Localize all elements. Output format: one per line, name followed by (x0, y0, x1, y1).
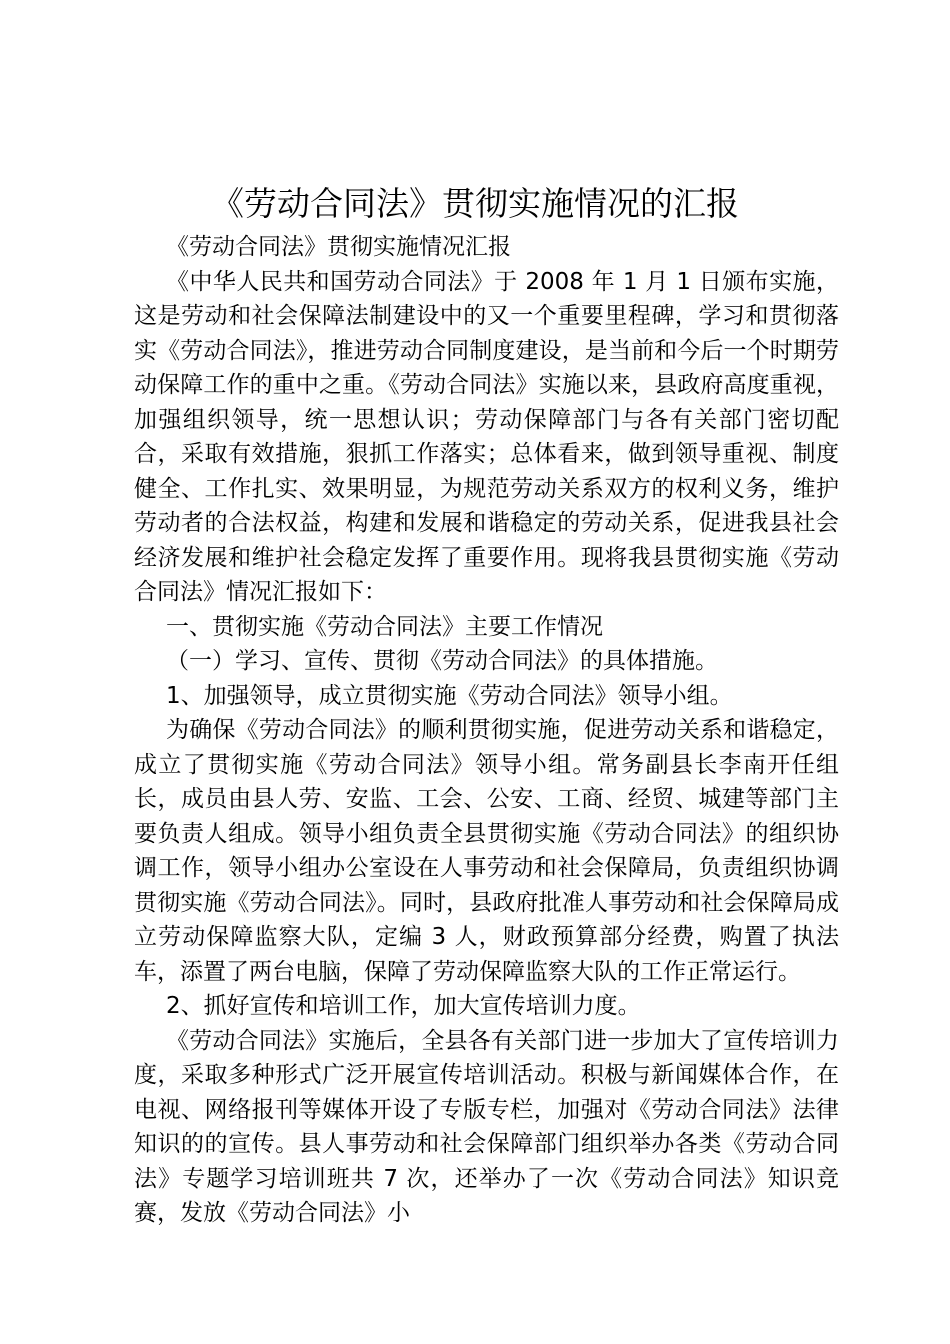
document-title: 《劳动合同法》贯彻实施情况的汇报 (211, 184, 739, 223)
subsection-heading-1: （一）学习、宣传、贯彻《劳动合同法》的具体措施。 (166, 648, 718, 674)
paragraph-leadership: 为确保《劳动合同法》的顺利贯彻实施，促进劳动关系和谐稳定，成立了贯彻实施《劳动合同法》领导小组。常务副县长李南开任组长，成员由县人劳、安监、工会、公安、工商、经贸、城建等部门主要负责人组成。领导小组负责全县贯彻实施《劳动合同法》的组织协调工作，领导小组办公室设在人事劳动和社会保障局，负责组织协调贯彻实施《劳动合同法》。同时，县政府批准人事劳动和社会保障局成立劳动保障监察大队，定编 3 人，财政预算部分经费，购置了执法车，添置了两台电脑，保障了劳动保障监察大队的工作正常运行。 (134, 717, 839, 985)
paragraph-training: 《劳动合同法》实施后，全县各有关部门进一步加大了宣传培训力度，采取多种形式广泛开展宣传培训活动。积极与新闻媒体合作，在电视、网络报刊等媒体开设了专版专栏，加强对《劳动合同法》法律知识的的宣传。县人事劳动和社会保障部门组织举办各类《劳动合同法》专题学习培训班共 7 次，还举办了一次《劳动合同法》知识竞赛，发放《劳动合同法》小 (134, 1027, 839, 1226)
paragraph-subtitle: 《劳动合同法》贯彻实施情况汇报 (166, 234, 511, 260)
section-heading-1: 一、贯彻实施《劳动合同法》主要工作情况 (166, 613, 603, 640)
item-heading-2: 2、抓好宣传和培训工作，加大宣传培训力度。 (166, 993, 641, 1019)
item-heading-1: 1、加强领导，成立贯彻实施《劳动合同法》领导小组。 (166, 682, 733, 709)
document-body (134, 230, 839, 1231)
paragraph-intro: 《中华人民共和国劳动合同法》于 2008 年 1 月 1 日颁布实施，这是劳动和社会保障法制建设中的又一个重要里程碑，学习和贯彻落实《劳动合同法》，推进劳动合同制度建设，是当前和今后一个时期劳动保障工作的重中之重。《劳动合同法》实施以来，县政府高度重视，加强组织领导，统一思想认识；劳动保障部门与各有关部门密切配合，采取有效措施，狠抓工作落实；总体看来，做到领导重视、制度健全、工作扎实、效果明显，为规范劳动关系双方的权利义务，维护劳动者的合法权益，构建和发展和谐稳定的劳动关系，促进我县社会经济发展和维护社会稳定发挥了重要作用。现将我县贯彻实施《劳动合同法》情况汇报如下： (134, 268, 839, 605)
